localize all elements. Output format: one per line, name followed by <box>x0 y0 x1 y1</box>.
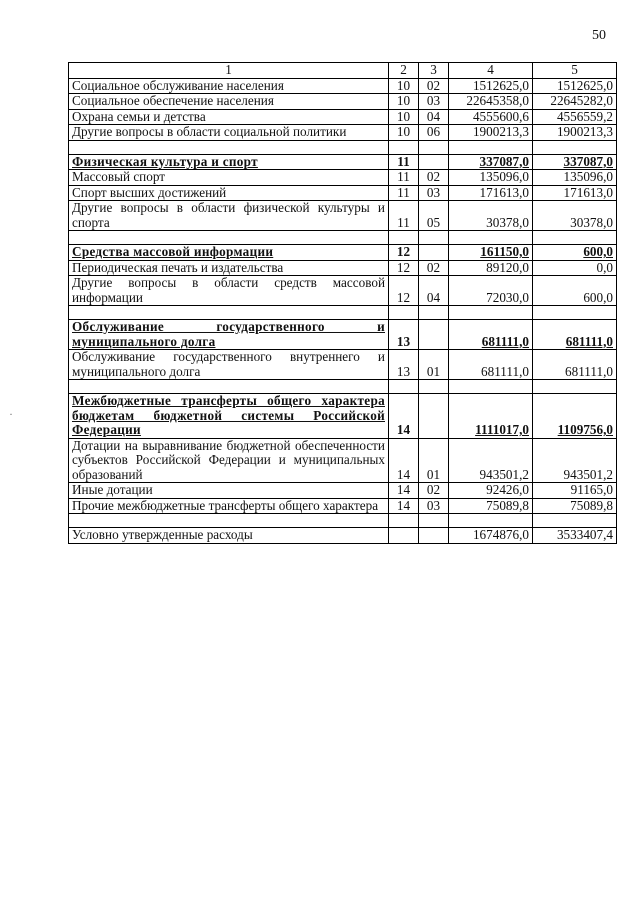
row-amount-col5-cell: 4556559,2 <box>533 109 617 125</box>
table-row <box>69 125 617 141</box>
table-row <box>69 94 617 110</box>
row-name-cell <box>69 140 389 154</box>
row-subsection-cell: 02 <box>419 483 449 499</box>
table-spacer-row <box>69 140 617 154</box>
row-section-cell: 11 <box>389 154 419 170</box>
row-amount-col4-cell: 135096,0 <box>449 170 533 186</box>
row-subsection-cell <box>419 231 449 245</box>
row-name-cell: Социальное обеспечение населения <box>69 94 389 110</box>
row-subsection-cell <box>419 528 449 544</box>
row-amount-col4-cell <box>449 306 533 320</box>
row-amount-col4-cell <box>449 231 533 245</box>
header-cell-1: 1 <box>69 63 389 79</box>
row-section-cell: 12 <box>389 276 419 306</box>
row-section-cell: 11 <box>389 170 419 186</box>
row-amount-col5-cell <box>533 514 617 528</box>
row-amount-col5-cell: 3533407,4 <box>533 528 617 544</box>
row-amount-col4-cell: 72030,0 <box>449 276 533 306</box>
row-amount-col4-cell <box>449 140 533 154</box>
row-section-cell: 10 <box>389 94 419 110</box>
row-amount-col5-cell: 22645282,0 <box>533 94 617 110</box>
row-section-cell: 14 <box>389 498 419 514</box>
row-subsection-cell <box>419 154 449 170</box>
row-subsection-cell: 02 <box>419 170 449 186</box>
row-name-cell: Дотации на выравнивание бюджетной обеспеченности субъектов Российской Федерации и муниципальных образований <box>69 438 389 483</box>
row-subsection-cell: 06 <box>419 125 449 141</box>
row-amount-col4-cell: 92426,0 <box>449 483 533 499</box>
table-row <box>69 276 617 306</box>
row-amount-col4-cell: 681111,0 <box>449 320 533 350</box>
row-amount-col4-cell: 89120,0 <box>449 260 533 276</box>
table-row <box>69 350 617 380</box>
header-cell-4: 4 <box>449 63 533 79</box>
row-amount-col4-cell: 161150,0 <box>449 245 533 261</box>
table-row <box>69 260 617 276</box>
row-section-cell: 12 <box>389 260 419 276</box>
row-section-cell: 11 <box>389 185 419 201</box>
row-subsection-cell: 03 <box>419 94 449 110</box>
row-name-cell: Средства массовой информации <box>69 245 389 261</box>
header-cell-2: 2 <box>389 63 419 79</box>
table-row <box>69 528 617 544</box>
row-subsection-cell <box>419 140 449 154</box>
row-amount-col4-cell <box>449 380 533 394</box>
row-amount-col5-cell: 0,0 <box>533 260 617 276</box>
row-section-cell <box>389 380 419 394</box>
row-name-cell: Другие вопросы в области физической культуры и спорта <box>69 201 389 231</box>
row-subsection-cell: 03 <box>419 498 449 514</box>
row-amount-col4-cell: 1111017,0 <box>449 394 533 439</box>
row-subsection-cell <box>419 320 449 350</box>
row-amount-col5-cell: 337087,0 <box>533 154 617 170</box>
table-section-row <box>69 394 617 439</box>
row-amount-col5-cell <box>533 380 617 394</box>
row-name-cell: Массовый спорт <box>69 170 389 186</box>
row-section-cell: 10 <box>389 125 419 141</box>
row-name-cell <box>69 380 389 394</box>
row-section-cell <box>389 231 419 245</box>
row-amount-col4-cell: 75089,8 <box>449 498 533 514</box>
row-subsection-cell: 01 <box>419 350 449 380</box>
row-section-cell: 11 <box>389 201 419 231</box>
row-amount-col5-cell: 681111,0 <box>533 350 617 380</box>
row-name-cell: Периодическая печать и издательства <box>69 260 389 276</box>
row-amount-col5-cell: 1900213,3 <box>533 125 617 141</box>
row-amount-col4-cell: 30378,0 <box>449 201 533 231</box>
row-amount-col5-cell: 943501,2 <box>533 438 617 483</box>
row-name-cell: Социальное обслуживание населения <box>69 78 389 94</box>
row-name-cell: Спорт высших достижений <box>69 185 389 201</box>
row-subsection-cell <box>419 380 449 394</box>
row-amount-col4-cell: 1674876,0 <box>449 528 533 544</box>
table-row <box>69 438 617 483</box>
row-amount-col4-cell: 22645358,0 <box>449 94 533 110</box>
row-amount-col5-cell: 600,0 <box>533 276 617 306</box>
row-amount-col5-cell: 681111,0 <box>533 320 617 350</box>
row-amount-col5-cell: 135096,0 <box>533 170 617 186</box>
row-amount-col4-cell <box>449 514 533 528</box>
budget-table <box>68 62 617 544</box>
row-amount-col4-cell: 943501,2 <box>449 438 533 483</box>
row-name-cell: Обслуживание государственного и муниципального долга <box>69 320 389 350</box>
row-subsection-cell <box>419 245 449 261</box>
row-section-cell: 13 <box>389 320 419 350</box>
row-amount-col5-cell: 91165,0 <box>533 483 617 499</box>
table-row <box>69 78 617 94</box>
header-cell-5: 5 <box>533 63 617 79</box>
row-section-cell: 14 <box>389 438 419 483</box>
row-name-cell: Межбюджетные трансферты общего характера бюджетам бюджетной системы Российской Федерации <box>69 394 389 439</box>
row-name-cell: Другие вопросы в области социальной политики <box>69 125 389 141</box>
row-section-cell <box>389 140 419 154</box>
row-amount-col5-cell <box>533 306 617 320</box>
row-section-cell: 14 <box>389 394 419 439</box>
row-amount-col5-cell: 1512625,0 <box>533 78 617 94</box>
row-section-cell <box>389 528 419 544</box>
row-amount-col4-cell: 1512625,0 <box>449 78 533 94</box>
row-amount-col4-cell: 1900213,3 <box>449 125 533 141</box>
budget-table-body <box>69 63 617 544</box>
row-subsection-cell: 04 <box>419 109 449 125</box>
row-name-cell: Охрана семьи и детства <box>69 109 389 125</box>
row-name-cell <box>69 514 389 528</box>
row-name-cell: Условно утвержденные расходы <box>69 528 389 544</box>
row-name-cell: Прочие межбюджетные трансферты общего характера <box>69 498 389 514</box>
table-section-row <box>69 245 617 261</box>
row-amount-col5-cell: 30378,0 <box>533 201 617 231</box>
row-amount-col4-cell: 337087,0 <box>449 154 533 170</box>
row-name-cell: Иные дотации <box>69 483 389 499</box>
table-row <box>69 185 617 201</box>
table-row <box>69 109 617 125</box>
table-row <box>69 170 617 186</box>
row-name-cell <box>69 306 389 320</box>
row-amount-col5-cell: 171613,0 <box>533 185 617 201</box>
row-section-cell: 10 <box>389 78 419 94</box>
row-amount-col5-cell: 600,0 <box>533 245 617 261</box>
row-subsection-cell <box>419 514 449 528</box>
table-spacer-row <box>69 380 617 394</box>
header-cell-3: 3 <box>419 63 449 79</box>
row-amount-col5-cell <box>533 231 617 245</box>
row-amount-col5-cell: 75089,8 <box>533 498 617 514</box>
margin-mark: · <box>9 407 13 421</box>
row-subsection-cell: 01 <box>419 438 449 483</box>
row-subsection-cell: 02 <box>419 260 449 276</box>
row-section-cell <box>389 514 419 528</box>
table-spacer-row <box>69 231 617 245</box>
row-subsection-cell: 05 <box>419 201 449 231</box>
row-section-cell: 12 <box>389 245 419 261</box>
row-amount-col4-cell: 171613,0 <box>449 185 533 201</box>
table-header-row <box>69 63 617 79</box>
row-name-cell: Обслуживание государственного внутреннего и муниципального долга <box>69 350 389 380</box>
row-section-cell: 10 <box>389 109 419 125</box>
row-amount-col4-cell: 681111,0 <box>449 350 533 380</box>
row-amount-col5-cell: 1109756,0 <box>533 394 617 439</box>
table-row <box>69 201 617 231</box>
table-row <box>69 498 617 514</box>
row-amount-col5-cell <box>533 140 617 154</box>
row-subsection-cell: 03 <box>419 185 449 201</box>
row-name-cell: Физическая культура и спорт <box>69 154 389 170</box>
page-number: 50 <box>592 28 606 43</box>
row-subsection-cell <box>419 306 449 320</box>
row-subsection-cell: 02 <box>419 78 449 94</box>
row-section-cell: 14 <box>389 483 419 499</box>
row-amount-col4-cell: 4555600,6 <box>449 109 533 125</box>
row-name-cell: Другие вопросы в области средств массовой информации <box>69 276 389 306</box>
table-section-row <box>69 154 617 170</box>
table-spacer-row <box>69 306 617 320</box>
table-section-row <box>69 320 617 350</box>
row-name-cell <box>69 231 389 245</box>
row-subsection-cell: 04 <box>419 276 449 306</box>
row-subsection-cell <box>419 394 449 439</box>
table-row <box>69 483 617 499</box>
row-section-cell: 13 <box>389 350 419 380</box>
row-section-cell <box>389 306 419 320</box>
table-spacer-row <box>69 514 617 528</box>
